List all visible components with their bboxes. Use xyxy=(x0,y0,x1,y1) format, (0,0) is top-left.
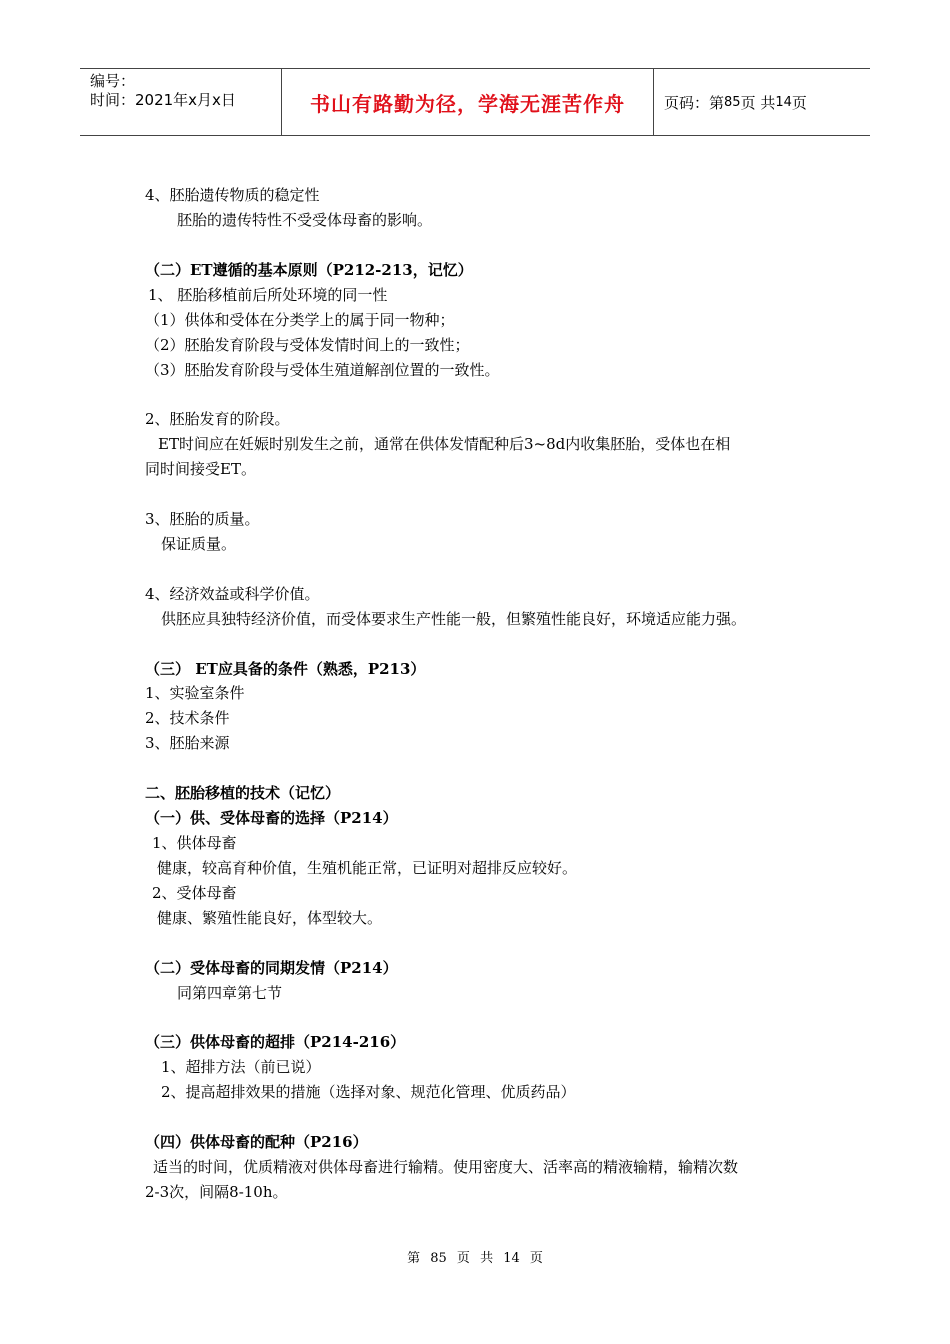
body-line: 1、实验室条件 xyxy=(145,684,245,702)
body-line: 适当的时间，优质精液对供体母畜进行输精。使用密度大、活率高的精液输精，输精次数 xyxy=(153,1158,739,1176)
section-heading: （二）ET遵循的基本原则（P212-213，记忆） xyxy=(145,261,473,279)
page-current: 85 xyxy=(724,94,741,110)
body-line: 3、胚胎来源 xyxy=(145,734,230,752)
body-line: 2、胚胎发育的阶段。 xyxy=(145,410,290,428)
body-line: 健康，较高育种价值，生殖机能正常，已证明对超排反应较好。 xyxy=(157,859,578,877)
body-line: 供胚应具独特经济价值，而受体要求生产性能一般，但繁殖性能良好，环境适应能力强。 xyxy=(161,610,747,628)
body-line: 保证质量。 xyxy=(161,535,237,553)
motto-text: 书山有路勤为径，学海无涯苦作舟 xyxy=(310,91,625,116)
page-mid: 页 共 xyxy=(740,93,776,112)
body-line: 2、提高超排效果的措施（选择对象、规范化管理、优质药品） xyxy=(161,1083,576,1101)
body-line: 同时间接受ET。 xyxy=(145,460,256,478)
page-total: 14 xyxy=(775,94,792,110)
body-line: 2-3次，间隔8-10h。 xyxy=(145,1183,288,1201)
body-line: （1）供体和受体在分类学上的属于同一物种； xyxy=(145,311,455,329)
page-prefix: 页码：第 xyxy=(664,93,725,112)
body-line: 1、供体母畜 xyxy=(152,834,237,852)
page-suffix: 页 xyxy=(791,93,807,112)
section-heading: （四）供体母畜的配种（P216） xyxy=(145,1133,368,1151)
body-line: 1、 胚胎移植前后所处环境的同一性 xyxy=(148,286,388,304)
body-line: 3、胚胎的质量。 xyxy=(145,510,260,528)
body-line: 4、胚胎遗传物质的稳定性 xyxy=(145,186,320,204)
body-line: 健康、繁殖性能良好，体型较大。 xyxy=(157,909,383,927)
body-line: 1、超排方法（前已说） xyxy=(161,1058,321,1076)
body-line: （3）胚胎发育阶段与受体生殖道解剖位置的一致性。 xyxy=(145,361,500,379)
section-heading: （三） ET应具备的条件（熟悉，P213） xyxy=(145,660,426,678)
section-heading: （三）供体母畜的超排（P214-216） xyxy=(145,1033,406,1051)
section-heading: （一）供、受体母畜的选择（P214） xyxy=(145,809,398,827)
body-line: 2、受体母畜 xyxy=(152,884,237,902)
body-line: （2）胚胎发育阶段与受体发情时间上的一致性； xyxy=(145,336,470,354)
section-heading: 二、胚胎移植的技术（记忆） xyxy=(145,784,341,802)
serial-label: 编号： xyxy=(90,72,136,90)
date-line: 时间：2021年x月x日 xyxy=(90,91,236,109)
section-heading: （二）受体母畜的同期发情（P214） xyxy=(145,959,398,977)
body-line: 同第四章第七节 xyxy=(177,984,283,1002)
body-line: 2、技术条件 xyxy=(145,709,230,727)
body-line: 胚胎的遗传特性不受受体母畜的影响。 xyxy=(177,211,433,229)
page-footer: 第 85 页 共 14 页 xyxy=(407,1251,543,1266)
body-line: ET时间应在妊娠时别发生之前，通常在供体发情配种后3~8d内收集胚胎，受体也在相 xyxy=(158,435,731,453)
body-line: 4、经济效益或科学价值。 xyxy=(145,585,320,603)
